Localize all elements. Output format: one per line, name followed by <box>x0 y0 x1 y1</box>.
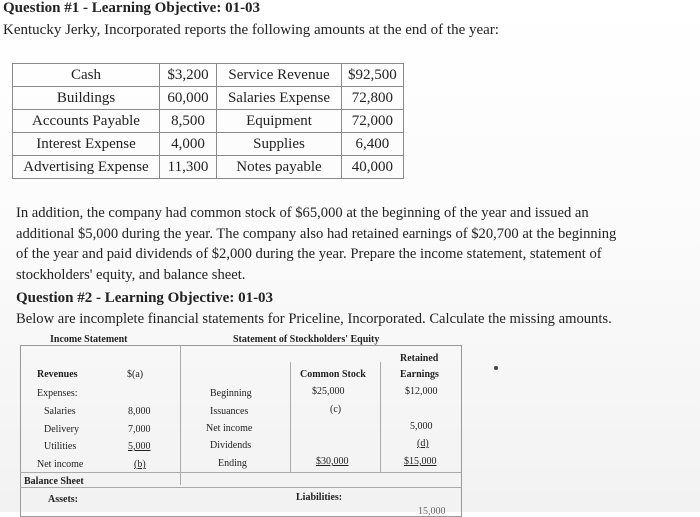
equity-row-label: Ending <box>218 458 247 469</box>
account-value: 40,000 <box>342 156 404 179</box>
revenues-label: Revenues <box>37 369 78 380</box>
expense-item-value: 7,000 <box>128 424 151 435</box>
paragraph-line: In addition, the company had common stock of $65,000 at the beginning of the year and issued an <box>16 205 589 221</box>
divider <box>380 362 381 472</box>
account-value: $3,200 <box>160 64 217 87</box>
divider <box>180 345 181 485</box>
equity-common-value: $25,000 <box>312 386 345 397</box>
divider <box>20 472 461 473</box>
equity-retained-value: (d) <box>417 438 429 449</box>
expense-item-label: Utilities <box>44 441 77 452</box>
paragraph-line: of the year and paid dividends of $2,000 during the year. Prepare the income statement, statement of <box>16 246 602 262</box>
account-label: Accounts Payable <box>13 110 160 133</box>
equity-common-value: (c) <box>330 404 342 415</box>
equity-row-label: Issuances <box>210 406 249 417</box>
expense-item-label: Delivery <box>44 424 79 435</box>
expenses-label: Expenses: <box>37 388 78 399</box>
expense-item-value: 5,000 <box>128 441 151 452</box>
stray-mark <box>494 366 498 370</box>
equity-common-value: $30,000 <box>316 456 349 467</box>
table-row <box>13 87 404 110</box>
table-row <box>13 156 404 179</box>
table-row <box>13 64 404 87</box>
account-value: $92,500 <box>342 64 404 87</box>
question-2-intro: Below are incomplete financial statements for Priceline, Incorporated. Calculate the missing amounts. <box>16 311 612 327</box>
account-label: Notes payable <box>217 156 342 179</box>
question-2-heading: Question #2 - Learning Objective: 01-03 <box>16 290 274 306</box>
common-stock-header: Common Stock <box>300 369 366 380</box>
net-income-label: Net income <box>37 459 84 470</box>
account-value: 72,800 <box>342 87 404 110</box>
expense-item-label: Salaries <box>44 406 76 417</box>
question-1-intro: Kentucky Jerky, Incorporated reports the following amounts at the end of the year: <box>3 22 499 38</box>
expense-item-value: 8,000 <box>128 406 151 417</box>
net-income-value: (b) <box>134 459 146 470</box>
partial-value: 15,000 <box>418 506 446 517</box>
account-value: 60,000 <box>160 87 217 110</box>
paragraph-line: stockholders' equity, and balance sheet. <box>16 266 246 283</box>
equity-row-label: Dividends <box>210 440 252 451</box>
assets-label: Assets: <box>48 494 78 505</box>
equity-statement-title: Statement of Stockholders' Equity <box>233 334 380 345</box>
question-1-paragraph <box>16 203 656 285</box>
divider <box>290 362 291 472</box>
account-value: 6,400 <box>342 133 404 156</box>
account-label: Advertising Expense <box>13 156 160 179</box>
equity-row-label: Beginning <box>210 388 252 399</box>
retained-header-2: Earnings <box>400 369 439 380</box>
account-label: Interest Expense <box>13 133 160 156</box>
retained-header-1: Retained <box>400 353 439 364</box>
question-1-heading: Question #1 - Learning Objective: 01-03 <box>3 0 261 16</box>
table-row <box>13 133 404 156</box>
account-label: Cash <box>13 64 160 87</box>
equity-retained-value: $12,000 <box>405 386 438 397</box>
account-label: Supplies <box>217 133 342 156</box>
paragraph-line: additional $5,000 during the year. The company also had retained earnings of $20,700 at the beginning <box>16 225 617 242</box>
table-row <box>13 110 404 133</box>
account-value: 11,300 <box>160 156 217 179</box>
income-statement-title: Income Statement <box>50 334 128 345</box>
account-value: 72,000 <box>342 110 404 133</box>
account-label: Buildings <box>13 87 160 110</box>
liabilities-label: Liabilities: <box>296 492 343 503</box>
account-label: Salaries Expense <box>217 87 342 110</box>
account-label: Equipment <box>217 110 342 133</box>
equity-row-label: Net income <box>206 423 253 434</box>
amounts-table <box>12 63 404 179</box>
equity-retained-value: $15,000 <box>404 456 437 467</box>
account-label: Service Revenue <box>217 64 342 87</box>
equity-retained-value: 5,000 <box>410 421 433 432</box>
account-value: 8,500 <box>160 110 217 133</box>
divider <box>20 487 461 488</box>
revenues-value: $(a) <box>127 369 144 380</box>
account-value: 4,000 <box>160 133 217 156</box>
balance-sheet-title: Balance Sheet <box>24 476 84 487</box>
